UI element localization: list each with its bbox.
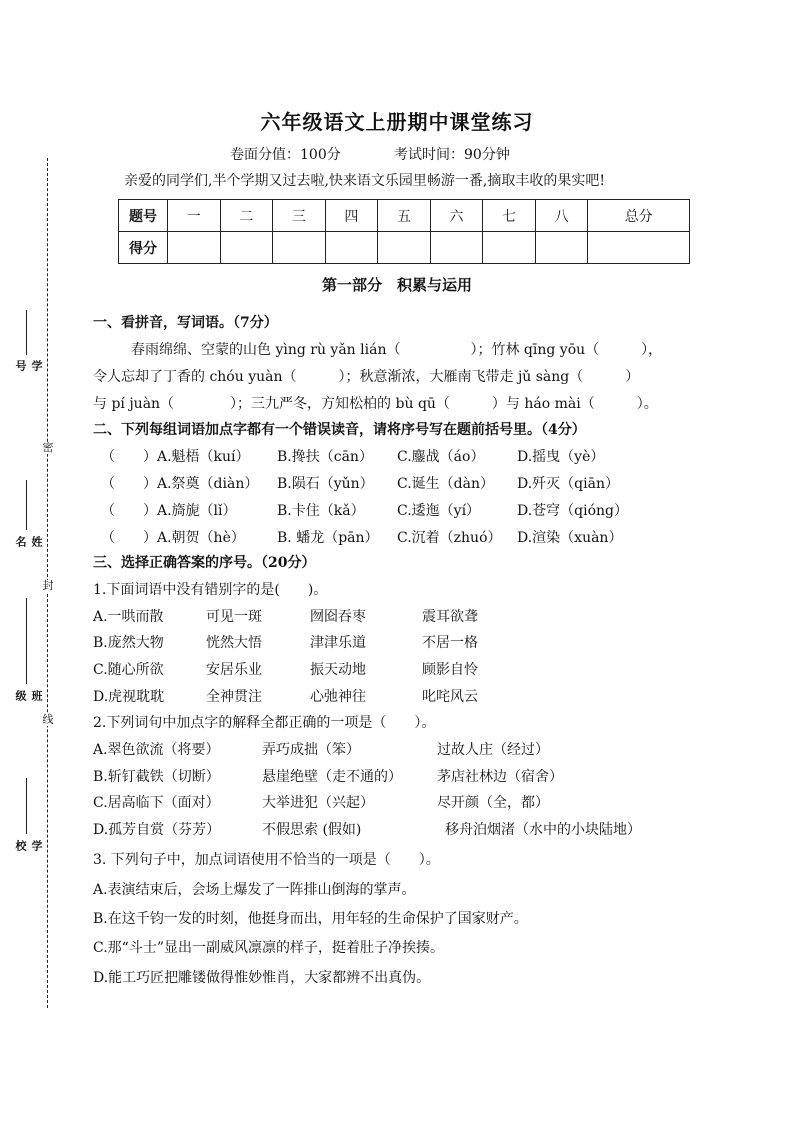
q2-option-b: B.陨石（yǔn） — [277, 476, 374, 492]
intro-text: 亲爱的同学们,半个学期又过去啦,快来语文乐园里畅游一番,摘取丰收的果实吧! — [124, 173, 605, 189]
binding-word-mi: 密 — [42, 441, 54, 454]
q2-option-a: （ ）A.祭奠（diàn） — [101, 476, 259, 492]
q2-option-a: （ ）A.朝贺（hè） — [101, 530, 245, 546]
q3-sub2-item: 茅店社林边（宿舍） — [437, 769, 563, 785]
score-row-label: 得分 — [119, 232, 168, 264]
q3-sub3-option-b: B.在这千钧一发的时刻，他挺身而出，用年轻的生命保护了国家财产。 — [93, 911, 528, 927]
q3-sub2-item: C.居高临下（面对） — [93, 795, 220, 811]
score-header-cell: 一 — [168, 200, 221, 232]
score-header-cell: 四 — [325, 200, 378, 232]
q3-sub1-word: 可见一斑 — [206, 609, 262, 625]
q3-sub1-word: 安居乐业 — [206, 662, 262, 678]
score-header-cell: 八 — [535, 200, 588, 232]
fill-line — [26, 480, 27, 530]
part-one-title: 第一部分 积累与运用 — [321, 276, 472, 294]
q1-heading: 一、看拼音，写词语。（7分） — [93, 315, 278, 331]
q3-heading: 三、选择正确答案的序号。（20分） — [93, 555, 316, 571]
q3-sub2-question: 2.下列词句中加点字的解释全都正确的一项是（ ）。 — [93, 715, 436, 731]
fill-line — [26, 310, 27, 355]
q1-line-1: 春雨绵绵、空蒙的山色 yìng rù yǎn lián（ ）；竹林 qīng yōu（ ）， — [131, 342, 663, 358]
field-label: 班级 — [14, 690, 43, 701]
q3-sub1-word: 恍然大悟 — [206, 635, 262, 651]
q3-sub1-word: 振天动地 — [310, 662, 366, 678]
q3-sub3-option-d: D.能工巧匠把雕镂做得惟妙惟肖，大家都辨不出真伪。 — [93, 970, 431, 986]
field-label: 学号 — [14, 360, 43, 371]
q1-line-2: 令人忘却了丁香的 chóu yuàn（ ）；秋意渐浓，大雁南飞带走 jǔ sàng（ ） — [93, 369, 640, 385]
q3-sub2-item: 大举进犯（兴起） — [262, 795, 374, 811]
q3-sub2-item: D.孤芳自赏（芬芳） — [93, 822, 221, 838]
field-label: 学校 — [14, 840, 43, 851]
q3-sub1-word: 顾影自怜 — [422, 662, 478, 678]
score-entry-cell[interactable] — [430, 232, 483, 264]
q3-sub2-item: 移舟泊烟渚（水中的小块陆地） — [445, 822, 641, 838]
q3-sub1-word: 囫囵吞枣 — [310, 609, 366, 625]
score-table-header-row — [119, 200, 690, 232]
score-header-cell: 五 — [378, 200, 431, 232]
score-entry-cell[interactable] — [483, 232, 536, 264]
q3-sub3-option-a: A.表演结束后，会场上爆发了一阵排山倒海的掌声。 — [93, 882, 416, 898]
q2-option-b: B.搀扶（cān） — [277, 449, 373, 465]
score-entry-cell[interactable] — [168, 232, 221, 264]
score-table-score-row — [119, 232, 690, 264]
q2-heading: 二、下列每组词语加点字都有一个错误读音，请将序号写在题前括号里。（4分） — [93, 422, 586, 438]
q3-sub1-word: 叱咤风云 — [422, 689, 478, 705]
q2-option-c: C.鏖战（áo） — [397, 449, 485, 465]
q3-sub1-word: 津津乐道 — [310, 635, 366, 651]
fill-line — [26, 778, 27, 834]
q2-option-c: C.诞生（dàn） — [397, 476, 494, 492]
q2-option-c: C.逶迤（yí） — [397, 503, 481, 519]
q2-option-c: C.沉着（zhuó） — [397, 530, 502, 546]
fill-line — [26, 598, 27, 684]
q3-sub2-item: B.斩钉截铁（切断） — [93, 769, 220, 785]
q3-sub1-question: 1.下面词语中没有错别字的是( )。 — [93, 582, 328, 598]
q3-sub2-item: 悬崖绝壁（走不通的） — [262, 769, 402, 785]
binding-word-xian: 线 — [42, 713, 54, 726]
q2-option-d: D.摇曳（yè） — [517, 449, 605, 465]
q2-option-b: B.卡住（kǎ） — [277, 503, 365, 519]
score-entry-cell[interactable] — [588, 232, 690, 264]
exam-time-label: 考试时间：90分钟 — [394, 147, 510, 163]
q3-sub2-item: 不假思索 (假如) — [262, 822, 362, 838]
q3-sub2-item: A.翠色欲流（将要） — [93, 742, 220, 758]
score-entry-cell[interactable] — [378, 232, 431, 264]
score-table — [118, 199, 690, 264]
q3-sub1-word: D.虎视耽耽 — [93, 689, 165, 705]
field-label: 姓名 — [14, 536, 43, 547]
binding-word-feng: 封 — [42, 579, 54, 592]
score-header-cell: 七 — [483, 200, 536, 232]
q3-sub2-item: 弄巧成拙（笨） — [262, 742, 360, 758]
total-score-label: 卷面分值：100分 — [230, 147, 341, 163]
q2-option-b: B. 蟠龙（pān） — [277, 530, 379, 546]
q3-sub3-question: 3. 下列句子中，加点词语使用不恰当的一项是（ ）。 — [93, 852, 440, 868]
q3-sub1-word: B.庞然大物 — [93, 635, 164, 651]
score-entry-cell[interactable] — [325, 232, 378, 264]
score-header-cell: 总分 — [588, 200, 690, 232]
q3-sub1-word: C.随心所欲 — [93, 662, 164, 678]
q3-sub1-word: 不居一格 — [422, 635, 478, 651]
q1-line-3: 与 pí juàn（ ）；三九严冬，方知松柏的 bù qū（ ）与 háo mài（ ）。 — [93, 396, 658, 412]
score-entry-cell[interactable] — [273, 232, 326, 264]
q2-option-d: D.渲染（xuàn） — [517, 530, 623, 546]
score-header-cell: 六 — [430, 200, 483, 232]
q2-option-a: （ ）A.旖旎（lǐ） — [101, 503, 237, 519]
q3-sub2-item: 过故人庄（经过） — [437, 742, 549, 758]
q3-sub2-item: 尽开颜（全，都） — [437, 795, 549, 811]
q3-sub1-word: 心弛神往 — [310, 689, 366, 705]
q2-option-a: （ ）A.魁梧（kuí） — [101, 449, 250, 465]
q3-sub1-word: A.一哄而散 — [93, 609, 164, 625]
score-entry-cell[interactable] — [220, 232, 273, 264]
score-header-cell: 题号 — [119, 200, 168, 232]
score-header-cell: 三 — [273, 200, 326, 232]
q2-option-d: D.苍穹（qióng） — [517, 503, 629, 519]
q3-sub3-option-c: C.那“斗士”显出一副威风凛凛的样子，挺着肚子净挨揍。 — [93, 940, 444, 956]
q2-option-d: D.歼灭（qiān） — [517, 476, 619, 492]
score-entry-cell[interactable] — [535, 232, 588, 264]
score-header-cell: 二 — [220, 200, 273, 232]
exam-title: 六年级语文上册期中课堂练习 — [260, 110, 534, 134]
q3-sub1-word: 震耳欲聋 — [422, 609, 478, 625]
q3-sub1-word: 全神贯注 — [206, 689, 262, 705]
